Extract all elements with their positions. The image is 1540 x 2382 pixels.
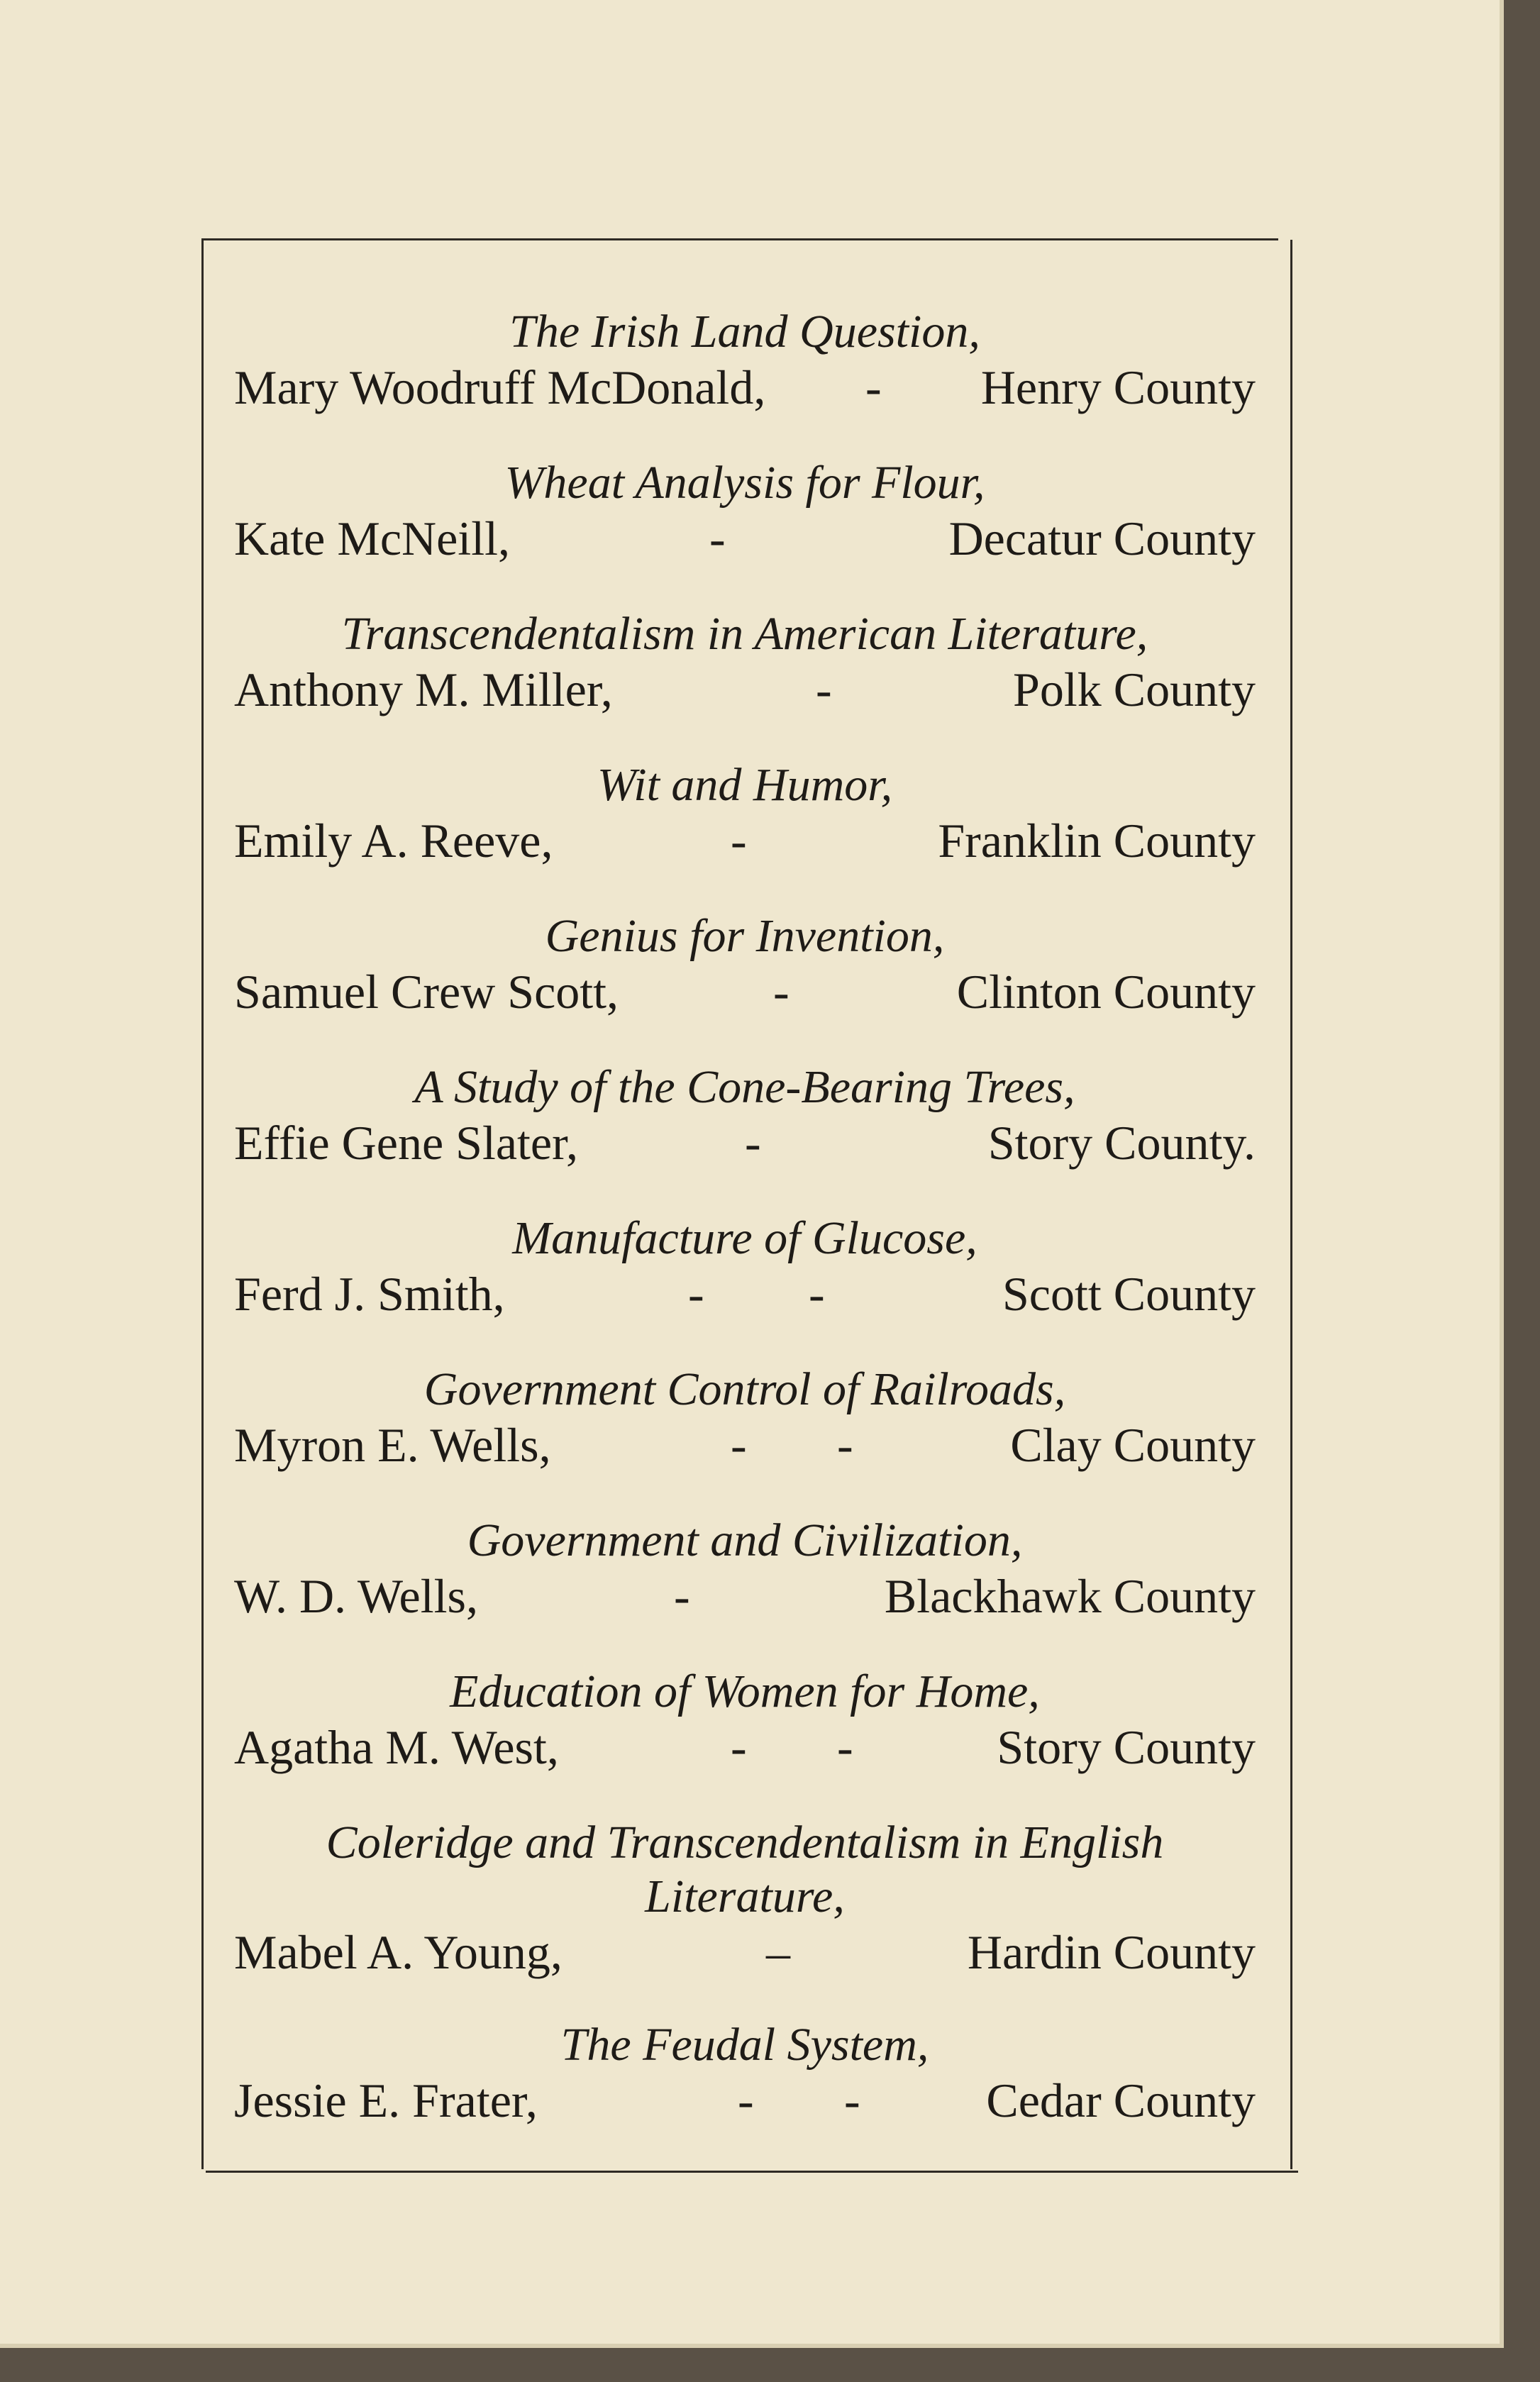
entry-dash: - <box>837 1720 853 1774</box>
entry-dash: - <box>674 1569 690 1623</box>
entry-title: Education of Women for Home, <box>450 1666 1040 1717</box>
entry-title: Transcendentalism in American Literature, <box>341 608 1148 660</box>
entry-title: Coleridge and Transcendentalism in English Literature, <box>326 1817 1164 1922</box>
entry-author: Emily A. Reeve, <box>234 814 553 868</box>
entry-author: Mabel A. Young, <box>234 1925 563 1979</box>
entry-county: Franklin County <box>938 814 1256 868</box>
entry-line <box>234 1568 1256 1624</box>
entry-author: Samuel Crew Scott, <box>234 965 619 1019</box>
entry <box>234 1514 1256 1665</box>
entry-list <box>234 305 1256 2169</box>
entry <box>234 1212 1256 1363</box>
entry-author: Anthony M. Miller, <box>234 663 613 716</box>
entry-line <box>234 2072 1256 2129</box>
entry <box>234 1665 1256 1816</box>
entry-dash: - <box>731 814 747 868</box>
entry-title: The Irish Land Question, <box>509 306 980 358</box>
entry-title: Government Control of Railroads, <box>423 1363 1066 1415</box>
entry-dash: - <box>837 1418 853 1472</box>
entry <box>234 2018 1256 2169</box>
entry-author: Effie Gene Slater, <box>234 1116 579 1170</box>
bottom-rule <box>206 2171 1298 2173</box>
entry-line <box>234 963 1256 1020</box>
entry <box>234 305 1256 456</box>
entry-county: Cedar County <box>986 2073 1256 2127</box>
entry-title: Government and Civilization, <box>467 1514 1023 1566</box>
entry-line <box>234 1924 1256 1981</box>
entry-line <box>234 1417 1256 1473</box>
entry-title: Wheat Analysis for Flour, <box>504 457 985 509</box>
entry <box>234 1060 1256 1212</box>
entry-dash: - <box>865 360 882 414</box>
entry-county: Hardin County <box>967 1925 1256 1979</box>
entry-line <box>234 1114 1256 1171</box>
entry-county: Blackhawk County <box>884 1569 1256 1623</box>
entry-line <box>234 1265 1256 1322</box>
entry-author: Jessie E. Frater, <box>234 2073 538 2127</box>
entry-author: Agatha M. West, <box>234 1720 559 1774</box>
entry-dash: - <box>731 1418 747 1472</box>
entry-dash: - <box>745 1116 761 1170</box>
entry <box>234 456 1256 607</box>
entry-dash: - <box>773 965 790 1019</box>
entry-line <box>234 661 1256 718</box>
entry-dash: - <box>809 1267 825 1321</box>
entry-author: Kate McNeill, <box>234 511 510 565</box>
entry-author: Ferd J. Smith, <box>234 1267 505 1321</box>
entry-dash: - <box>844 2073 860 2127</box>
entry-county: Henry County <box>980 360 1256 414</box>
entry-county: Clinton County <box>956 965 1256 1019</box>
entry-dash: - <box>709 511 726 565</box>
entry-county: Story County. <box>987 1116 1256 1170</box>
entry-county: Scott County <box>1002 1267 1256 1321</box>
entry-author: Myron E. Wells, <box>234 1418 551 1472</box>
entry-dash: - <box>816 663 832 716</box>
entry-title: Manufacture of Glucose, <box>512 1212 977 1264</box>
entry <box>234 1363 1256 1514</box>
entry-county: Clay County <box>1010 1418 1256 1472</box>
entry-title: A Study of the Cone-Bearing Trees, <box>414 1061 1075 1113</box>
entry-line <box>234 510 1256 567</box>
entry-dash: - <box>688 1267 704 1321</box>
entry-title: Genius for Invention, <box>545 910 945 962</box>
entry-line <box>234 1719 1256 1776</box>
entry-county: Story County <box>997 1720 1256 1774</box>
entry-county: Polk County <box>1013 663 1256 716</box>
entry <box>234 607 1256 758</box>
entry-dash: - <box>731 1720 747 1774</box>
entry-line <box>234 812 1256 869</box>
entry-county: Decatur County <box>948 511 1256 565</box>
entry-title: The Feudal System, <box>560 2019 929 2071</box>
entry <box>234 1816 1256 2018</box>
entry-dash: - <box>738 2073 754 2127</box>
entry <box>234 909 1256 1060</box>
entry-line <box>234 359 1256 416</box>
entry-author: Mary Woodruff McDonald, <box>234 360 766 414</box>
entry-dash: – <box>766 1925 790 1979</box>
entry-author: W. D. Wells, <box>234 1569 478 1623</box>
entry-title: Wit and Humor, <box>597 759 893 811</box>
entry <box>234 758 1256 909</box>
